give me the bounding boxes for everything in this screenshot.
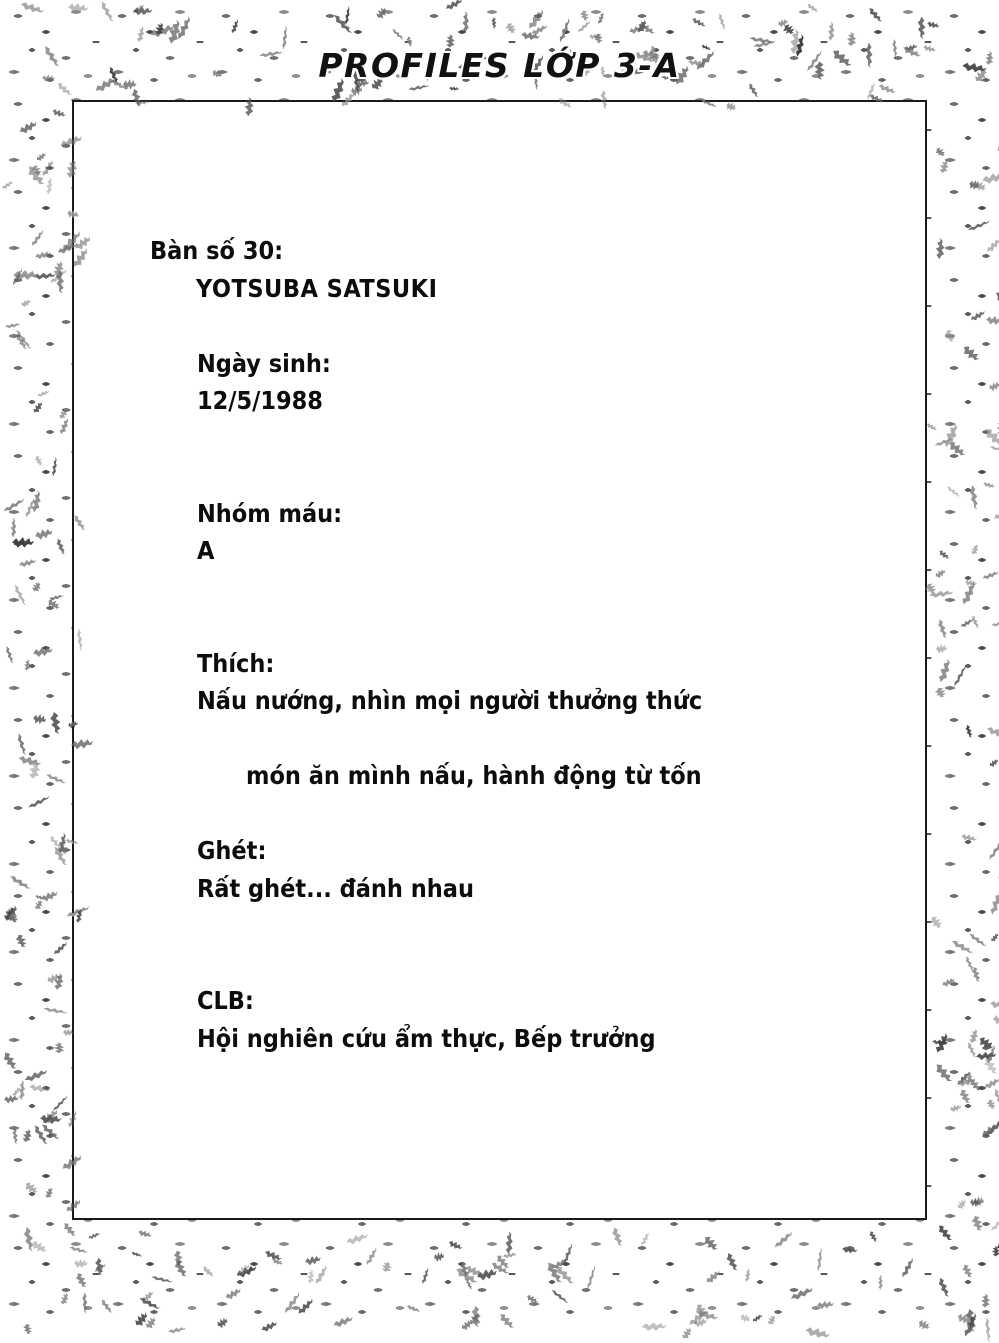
field-blood-type-value: A [196,536,215,565]
field-dislikes-value: Rất ghét... đánh nhau [196,873,474,903]
field-birthday-value: 12/5/1988 [196,386,323,415]
field-likes [150,607,850,757]
field-dislikes [150,795,850,945]
field-likes-continued: món ăn mình nấu, hành động từ tốn [246,761,702,790]
field-club-value: Hội nghiên cứu ẩm thực, Bếp trưởng [196,1023,656,1053]
field-likes-label: Thích: [196,648,275,678]
field-club-label: CLB: [196,986,254,1015]
field-birthday-label: Ngày sinh: [196,348,331,378]
field-blood-type-label: Nhóm máu: [196,498,343,528]
field-blood-type [150,457,850,607]
profile-card [150,232,850,1095]
page-title: PROFILES LỚP 3-A [318,46,681,85]
seat-label: Bàn số 30: [150,236,284,265]
field-club [150,945,850,1095]
field-birthday [150,307,850,457]
field-dislikes-label: Ghét: [196,836,267,865]
field-likes-value: Nấu nướng, nhìn mọi người thưởng thức [196,686,703,715]
character-name: YOTSUBA SATSUKI [196,273,438,303]
